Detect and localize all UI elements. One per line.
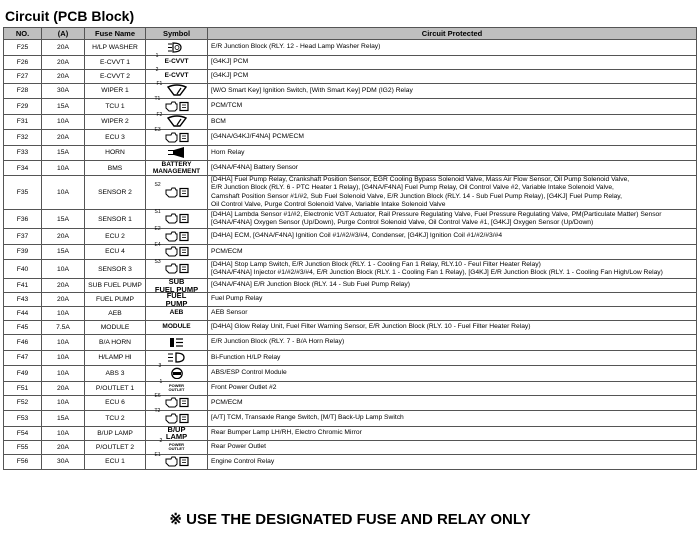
symbol-text-line: LAMP <box>165 432 188 441</box>
fuse-amperage-cell: 10A <box>42 114 85 130</box>
circuit-line: [G4KJ] PCM <box>211 57 249 65</box>
high-beam-icon <box>167 351 187 364</box>
table-row <box>4 426 697 440</box>
symbol-text-line: SUB <box>168 277 185 286</box>
circuit-line: PCM/TCM <box>211 102 243 110</box>
table-row <box>4 161 697 176</box>
fuse-amperage-cell: 20A <box>42 279 85 293</box>
symbol-text: E-CVVT <box>164 71 189 79</box>
fuse-name-cell: SENSOR 1 <box>85 210 146 229</box>
symbol-text: AEB <box>169 309 184 317</box>
fuse-name-cell: WIPER 1 <box>85 83 146 99</box>
table-row <box>4 99 697 115</box>
fuse-number-cell: F37 <box>4 229 42 245</box>
fuse-amperage-cell: 10A <box>42 350 85 366</box>
fuse-name-cell: TCU 1 <box>85 99 146 115</box>
circuit-protected-cell <box>208 210 697 229</box>
symbol-text-line: BATTERY <box>161 161 192 168</box>
circuit-line: [A/T] TCM, Transaxle Range Switch, [M/T] Back-Up Lamp Switch <box>211 414 404 422</box>
column-header-symbol: Symbol <box>146 28 208 40</box>
engine-control-unit-icon <box>154 241 190 258</box>
fuse-amperage-cell: 20A <box>42 40 85 56</box>
fuse-name-cell: ECU 2 <box>85 229 146 245</box>
symbol-superscript: 2 <box>155 66 159 73</box>
symbol-text-line: OUTLET <box>168 446 185 451</box>
table-row <box>4 307 697 321</box>
table-row <box>4 321 697 335</box>
table-row <box>4 55 697 69</box>
circuit-protected-cell <box>208 229 697 245</box>
symbol-text-line: OUTLET <box>168 387 185 392</box>
table-row <box>4 335 697 351</box>
fuse-amperage-cell: 7.5A <box>42 321 85 335</box>
circuit-line: [D4HA] Glow Relay Unit, Fuel Filter Warning Sensor, E/R Junction Block (RLY. 10 - Fuel Filter Heater Relay) <box>211 323 531 331</box>
circuit-line: [G4NA/F4NA] E/R Junction Block (RLY. 14 - Sub Fuel Pump Relay) <box>211 281 410 289</box>
page-title: Circuit (PCB Block) <box>5 8 135 24</box>
circuit-protected-cell <box>208 307 697 321</box>
fuse-number-cell: F53 <box>4 411 42 427</box>
circuit-line: [W/O Smart Key] Ignition Switch, [With Smart Key] PDM (IG2) Relay <box>211 86 413 94</box>
circuit-line: [G4NA/F4NA] Oxygen Sensor (Up/Down), Purge Control Solenoid Valve, Oil Control Valve #1, [G4KJ] Oxygen Sensor (Up/Down) <box>211 219 594 226</box>
fuse-symbol-cell <box>146 307 208 321</box>
engine-control-unit-icon <box>154 392 190 409</box>
fuse-name-cell: ABS 3 <box>85 366 146 382</box>
fuse-symbol-label <box>155 52 189 69</box>
circuit-protected-cell <box>208 366 697 382</box>
table-row <box>4 40 697 56</box>
circuit-protected-cell <box>208 411 697 427</box>
fuse-amperage-cell: 15A <box>42 99 85 115</box>
symbol-superscript: 1 <box>159 378 163 385</box>
fuse-number-cell: F35 <box>4 176 42 210</box>
fuse-number-cell: F47 <box>4 350 42 366</box>
horn-icon <box>165 146 189 159</box>
symbol-text: E-CVVT <box>164 57 189 65</box>
table-row <box>4 350 697 366</box>
circuit-line: [D4HA] ECM, [G4NA/F4NA] Ignition Coil #1/#2/#3/#4, Condenser, [G4KJ] Ignition Coil #1/#2/#3/#4 <box>211 232 503 240</box>
fuse-number-cell: F28 <box>4 83 42 99</box>
circuit-line: AEB Sensor <box>211 309 248 317</box>
fuse-name-cell: ECU 6 <box>85 395 146 411</box>
fuse-amperage-cell: 10A <box>42 260 85 279</box>
headlamp-washer-icon <box>167 40 187 53</box>
symbol-superscript: S1 <box>154 208 161 215</box>
symbol-superscript: F2 <box>156 111 163 118</box>
symbol-text-line: B/UP <box>167 424 186 434</box>
fuse-symbol-label <box>155 66 189 83</box>
fuse-amperage-cell: 10A <box>42 161 85 176</box>
symbol-text <box>169 443 185 451</box>
table-row <box>4 210 697 229</box>
fuse-symbol-cell <box>146 145 208 161</box>
transmission-unit-icon <box>154 408 190 424</box>
fuse-symbol-cell <box>146 293 208 307</box>
circuit-protected-cell <box>208 395 697 411</box>
symbol-superscript: S3 <box>154 258 161 265</box>
symbol-superscript: E4 <box>154 241 161 248</box>
fuse-number-cell: F44 <box>4 307 42 321</box>
fuse-symbol-cell <box>146 127 208 146</box>
symbol-superscript: E2 <box>154 226 161 232</box>
fuse-name-cell: HORN <box>85 145 146 161</box>
fuse-number-cell: F55 <box>4 440 42 454</box>
circuit-line: Front Power Outlet #2 <box>211 383 277 391</box>
fuse-number-cell: F25 <box>4 40 42 56</box>
fuse-amperage-cell: 10A <box>42 307 85 321</box>
fuse-number-cell: F32 <box>4 130 42 146</box>
fuse-symbol-cell <box>146 161 208 176</box>
engine-control-unit-icon <box>154 226 190 242</box>
sensor-icon <box>154 258 190 275</box>
circuit-protected-cell <box>208 83 697 99</box>
circuit-protected-cell <box>208 381 697 395</box>
fuse-amperage-cell: 20A <box>42 440 85 454</box>
symbol-text: MODULE <box>162 323 191 331</box>
fuse-warning-notice: ※ USE THE DESIGNATED FUSE AND RELAY ONLY <box>169 511 531 528</box>
fuse-number-cell: F33 <box>4 145 42 161</box>
fuse-symbol-label <box>153 162 200 175</box>
symbol-superscript: 1 <box>155 52 159 59</box>
sensor-icon <box>154 182 190 198</box>
table-row <box>4 69 697 83</box>
circuit-protected-cell <box>208 114 697 130</box>
fuse-table <box>3 27 697 470</box>
column-header-amperage: (A) <box>42 28 85 40</box>
circuit-line: E/R Junction Block (RLY. 12 - Head Lamp Washer Relay) <box>211 43 381 51</box>
circuit-protected-cell <box>208 145 697 161</box>
circuit-line: [D4HA] Fuel Pump Relay, Crankshaft Position Sensor, EGR Cooling Bypass Solenoid Valve, Mass Air Flow Sensor, Oil Pump Solenoid Valve, <box>211 176 630 184</box>
symbol-text-line: POWER <box>168 382 185 388</box>
circuit-line: [G4NA/G4KJ/F4NA] PCM/ECM <box>211 133 304 141</box>
table-row <box>4 381 697 395</box>
table-row <box>4 145 697 161</box>
circuit-line: E/R Junction Block (RLY. 6 - PTC Heater 1 Relay), [G4NA/F4NA] Fuel Pump Relay, Oil Control Valve #2, Variable Intake Solenoid Valve, <box>211 184 614 192</box>
fuse-name-cell: P/OUTLET 1 <box>85 381 146 395</box>
circuit-protected-cell <box>208 244 697 260</box>
column-header-fuse-name: Fuse Name <box>85 28 146 40</box>
circuit-protected-cell <box>208 130 697 146</box>
circuit-line: Horn Relay <box>211 148 245 156</box>
fuse-symbol-label <box>162 321 190 334</box>
fuse-symbol-cell <box>146 66 208 83</box>
circuit-line: [G4KJ] PCM <box>211 71 249 79</box>
symbol-text-line: FUEL <box>166 291 187 300</box>
fuse-symbol-cell <box>146 408 208 427</box>
fuse-name-cell: E-CVVT 1 <box>85 55 146 69</box>
table-row <box>4 114 697 130</box>
fuse-symbol-cell <box>146 321 208 335</box>
symbol-superscript: F1 <box>156 80 163 87</box>
fuse-symbol-label <box>159 437 185 454</box>
fuse-number-cell: F40 <box>4 260 42 279</box>
table-row <box>4 293 697 307</box>
fuse-amperage-cell: 10A <box>42 395 85 411</box>
fuse-symbol-label <box>166 293 188 306</box>
fuse-symbol-cell <box>146 335 208 351</box>
fuse-amperage-cell: 15A <box>42 244 85 260</box>
circuit-protected-cell <box>208 426 697 440</box>
fuse-number-cell: F31 <box>4 114 42 130</box>
circuit-line: Oil Control Valve, Purge Control Solenoid Valve, Variable Intake Solenoid Valve <box>211 200 446 208</box>
circuit-line: Fuel Pump Relay <box>211 295 263 303</box>
fuse-number-cell: F51 <box>4 381 42 395</box>
circuit-protected-cell <box>208 260 697 279</box>
circuit-line: BCM <box>211 117 226 125</box>
fuse-number-cell: F27 <box>4 69 42 83</box>
circuit-protected-cell <box>208 40 697 56</box>
fuse-amperage-cell: 10A <box>42 176 85 210</box>
circuit-line: [G4NA/F4NA] Injector #1/#2/#3/#4, E/R Junction Block (RLY. 1 - Cooling Fan 1 Relay), [G4KJ] E/R Junction Block (RLY. 1 - Cooling Fan High/Low Relay) <box>211 269 663 276</box>
table-row <box>4 366 697 382</box>
fuse-number-cell: F43 <box>4 293 42 307</box>
circuit-line: Engine Control Relay <box>211 457 275 465</box>
symbol-superscript: E1 <box>154 451 161 458</box>
circuit-protected-cell <box>208 279 697 293</box>
symbol-text <box>166 292 188 307</box>
fuse-amperage-cell: 20A <box>42 69 85 83</box>
table-row <box>4 411 697 427</box>
table-row <box>4 176 697 210</box>
fuse-name-cell: B/UP LAMP <box>85 426 146 440</box>
fuse-amperage-cell: 20A <box>42 381 85 395</box>
fuse-amperage-cell: 30A <box>42 454 85 470</box>
symbol-superscript: 3 <box>158 363 162 369</box>
fuse-symbol-cell <box>146 176 208 210</box>
symbol-text-line: MANAGEMENT <box>152 167 201 175</box>
symbol-text-line: FUEL PUMP <box>154 284 199 294</box>
fuse-amperage-cell: 15A <box>42 210 85 229</box>
fuse-symbol-cell <box>146 241 208 260</box>
fuse-name-cell: H/LP WASHER <box>85 40 146 56</box>
circuit-line: PCM/ECM <box>211 398 243 406</box>
fuse-symbol-cell <box>146 260 208 279</box>
symbol-text <box>169 384 185 392</box>
fuse-amperage-cell: 20A <box>42 293 85 307</box>
fuse-amperage-cell: 10A <box>42 366 85 382</box>
circuit-protected-cell <box>208 69 697 83</box>
wiper-icon <box>156 111 188 128</box>
fuse-amperage-cell: 30A <box>42 83 85 99</box>
column-header-circuit-protected: Circuit Protected <box>208 28 697 40</box>
fuse-number-cell: F49 <box>4 366 42 382</box>
fuse-number-cell: F46 <box>4 335 42 351</box>
fuse-amperage-cell: 20A <box>42 55 85 69</box>
table-row <box>4 229 697 245</box>
table-row <box>4 244 697 260</box>
fuse-symbol-cell <box>146 363 208 382</box>
table-row <box>4 83 697 99</box>
fuse-name-cell: MODULE <box>85 321 146 335</box>
symbol-superscript: E6 <box>154 392 161 399</box>
fuse-symbol-cell <box>146 350 208 366</box>
circuit-protected-cell <box>208 350 697 366</box>
column-header-no: NO. <box>4 28 42 40</box>
abs-icon <box>158 363 186 379</box>
fuse-number-cell: F39 <box>4 244 42 260</box>
symbol-superscript: 2 <box>159 437 163 444</box>
fuse-name-cell: AEB <box>85 307 146 321</box>
fuse-name-cell: TCU 2 <box>85 411 146 427</box>
circuit-protected-cell <box>208 335 697 351</box>
table-row <box>4 260 697 279</box>
symbol-text <box>166 426 187 441</box>
symbol-text-line: POWER <box>168 441 185 447</box>
circuit-line: PCM/ECM <box>211 247 243 255</box>
table-row <box>4 440 697 454</box>
fuse-name-cell: B/A HORN <box>85 335 146 351</box>
circuit-protected-cell <box>208 99 697 115</box>
table-row <box>4 279 697 293</box>
symbol-superscript: T1 <box>154 96 161 102</box>
fuse-number-cell: F36 <box>4 210 42 229</box>
circuit-protected-cell <box>208 293 697 307</box>
fuse-name-cell: FUEL PUMP <box>85 293 146 307</box>
circuit-line: Bi-Function H/LP Relay <box>211 353 281 361</box>
transmission-unit-icon <box>154 96 190 112</box>
circuit-protected-cell <box>208 440 697 454</box>
table-row <box>4 454 697 470</box>
fuse-name-cell: ECU 3 <box>85 130 146 146</box>
circuit-line: Rear Power Outlet <box>211 442 267 450</box>
fuse-name-cell: E-CVVT 2 <box>85 69 146 83</box>
fuse-symbol-cell <box>146 96 208 115</box>
circuit-protected-cell <box>208 55 697 69</box>
symbol-superscript: T2 <box>154 408 161 414</box>
fuse-number-cell: F56 <box>4 454 42 470</box>
circuit-line: E/R Junction Block (RLY. 7 - B/A Horn Relay) <box>211 338 345 346</box>
circuit-line: Camshaft Position Sensor #1/#2, Sub Fuel Solenoid Valve, E/R Junction Block (RLY. 14 - Sub Fuel Pump Relay), [G4KJ] Fuel Pump Relay, <box>211 192 622 200</box>
table-row <box>4 395 697 411</box>
fuse-number-cell: F54 <box>4 426 42 440</box>
fuse-name-cell: BMS <box>85 161 146 176</box>
symbol-text-line: PUMP <box>165 298 188 308</box>
fuse-number-cell: F45 <box>4 321 42 335</box>
fuse-name-cell: SUB FUEL PUMP <box>85 279 146 293</box>
circuit-line: Rear Bumper Lamp LH/RH, Electro Chromic Mirror <box>211 428 362 436</box>
fuse-name-cell: ECU 4 <box>85 244 146 260</box>
circuit-protected-cell <box>208 454 697 470</box>
fuse-name-cell: H/LAMP HI <box>85 350 146 366</box>
symbol-superscript: E3 <box>154 127 161 133</box>
fuse-amperage-cell: 15A <box>42 145 85 161</box>
fuse-number-cell: F29 <box>4 99 42 115</box>
circuit-line: [D4HA] Stop Lamp Switch, E/R Junction Block (RLY. 1 - Cooling Fan 1 Relay, RLY.10 - Feul Filter Heater Relay) <box>211 260 541 268</box>
fuse-name-cell: SENSOR 3 <box>85 260 146 279</box>
table-header-row <box>4 28 697 40</box>
engine-control-unit-icon <box>154 127 190 143</box>
circuit-protected-cell <box>208 176 697 210</box>
circuit-protected-cell <box>208 161 697 176</box>
circuit-line: ABS/ESP Control Module <box>211 369 287 377</box>
wiper-icon <box>156 80 188 97</box>
fuse-number-cell: F52 <box>4 395 42 411</box>
fuse-amperage-cell: 10A <box>42 426 85 440</box>
fuse-number-cell: F41 <box>4 279 42 293</box>
symbol-superscript: S2 <box>154 182 161 189</box>
fuse-name-cell: WIPER 2 <box>85 114 146 130</box>
circuit-line: [D4HA] Lambda Sensor #1/#2, Electronic VGT Actuator, Rail Pressure Regulating Valve, Fuel Pressure Regulating Valve, PM(Particulate Matter) Sensor <box>211 210 662 218</box>
symbol-text <box>153 162 200 175</box>
fuse-symbol-label <box>165 424 188 441</box>
fuse-symbol-label <box>159 378 185 395</box>
fuse-symbol-label <box>170 307 184 320</box>
fuse-name-cell: SENSOR 2 <box>85 176 146 210</box>
fuse-amperage-cell: 20A <box>42 229 85 245</box>
engine-control-unit-icon <box>154 451 190 468</box>
circuit-line: [G4NA/F4NA] Battery Sensor <box>211 163 298 171</box>
fuse-symbol-cell <box>146 426 208 440</box>
burglar-alarm-horn-icon <box>167 335 187 348</box>
fuse-name-cell: ECU 1 <box>85 454 146 470</box>
fuse-number-cell: F26 <box>4 55 42 69</box>
fuse-amperage-cell: 15A <box>42 411 85 427</box>
sensor-icon <box>154 208 190 225</box>
fuse-name-cell: P/OUTLET 2 <box>85 440 146 454</box>
fuse-table-body <box>4 40 697 470</box>
fuse-symbol-cell <box>146 451 208 470</box>
fuse-amperage-cell: 10A <box>42 335 85 351</box>
circuit-protected-cell <box>208 321 697 335</box>
fuse-amperage-cell: 20A <box>42 130 85 146</box>
fuse-number-cell: F34 <box>4 161 42 176</box>
table-row <box>4 130 697 146</box>
